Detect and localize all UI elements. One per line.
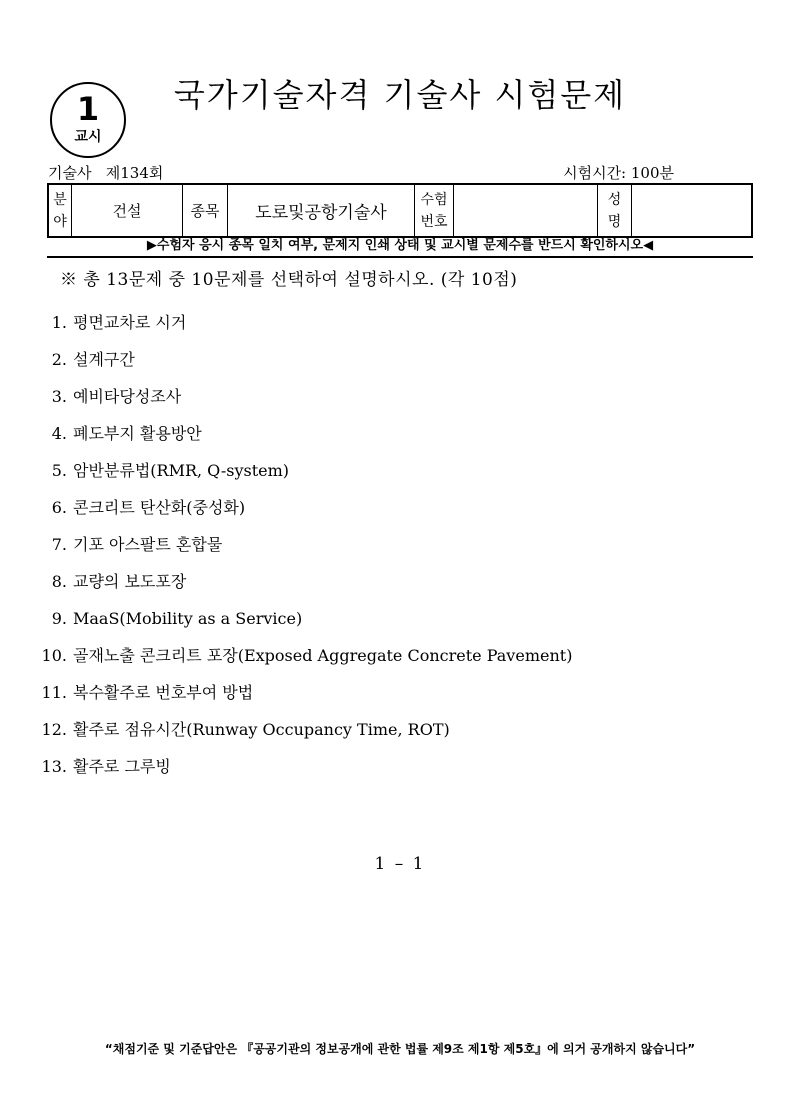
field-label-top: 분: [53, 191, 67, 208]
question-item: [40, 569, 572, 606]
question-list: [40, 310, 572, 791]
field-label-cell: [48, 184, 72, 237]
session-number: 1: [76, 90, 100, 128]
exam-meta-table: [47, 183, 753, 238]
question-number: 3.: [51, 387, 67, 406]
question-item: [40, 347, 572, 384]
question-text: 설계구간: [73, 350, 135, 369]
question-text: 기포 아스팔트 혼합물: [73, 535, 223, 554]
question-number: 9.: [51, 609, 67, 628]
question-text: 평면교차로 시거: [73, 313, 187, 332]
question-number: 13.: [41, 757, 67, 776]
question-text: 콘크리트 탄산화(중성화): [73, 498, 246, 517]
field-label-bottom: 야: [53, 213, 67, 230]
notice-banner: ▶수험자 응시 종목 일치 여부, 문제지 인쇄 상태 및 교시별 문제수를 반드시 확인하시오◀: [47, 236, 753, 258]
name-label-bottom: 명: [607, 213, 622, 230]
type-label: 종목: [183, 184, 228, 237]
question-number: 8.: [51, 572, 67, 591]
question-text: 폐도부지 활용방안: [73, 424, 202, 443]
exam-round: 기술사 제134회: [48, 164, 164, 182]
question-item: [40, 532, 572, 569]
exam-number-label-bottom: 번호: [420, 213, 448, 230]
type-value: 도로및공항기술사: [228, 184, 415, 237]
question-number: 1.: [51, 313, 67, 332]
question-number: 7.: [51, 535, 67, 554]
question-number: 12.: [41, 720, 67, 739]
exam-time: 시험시간: 100분: [563, 164, 674, 182]
instruction-text: ※ 총 13문제 중 10문제를 선택하여 설명하시오. (각 10점): [60, 270, 518, 290]
question-item: [40, 495, 572, 532]
name-field[interactable]: [632, 184, 753, 237]
question-text: 골재노출 콘크리트 포장(Exposed Aggregate Concrete Pavement): [73, 646, 573, 665]
exam-info-row: [48, 163, 674, 183]
question-text: MaaS(Mobility as a Service): [73, 609, 303, 628]
question-item: [40, 643, 572, 680]
question-number: 10.: [41, 646, 67, 665]
question-text: 암반분류법(RMR, Q-system): [73, 461, 290, 480]
question-text: 예비타당성조사: [73, 387, 182, 406]
question-number: 6.: [51, 498, 67, 517]
question-number: 11.: [41, 683, 67, 702]
exam-number-field[interactable]: [454, 184, 598, 237]
question-item: [40, 717, 572, 754]
question-item: [40, 458, 572, 495]
exam-number-label-cell: [415, 184, 454, 237]
footer-disclaimer: “채점기준 및 기준답안은 『공공기관의 정보공개에 관한 법률 제9조 제1항 제5호』에 의거 공개하지 않습니다”: [104, 1042, 696, 1056]
session-badge: [50, 82, 126, 158]
question-item: [40, 310, 572, 347]
question-text: 교량의 보도포장: [73, 572, 187, 591]
page-title: 국가기술자격 기술사 시험문제: [173, 76, 627, 114]
question-text: 활주로 점유시간(Runway Occupancy Time, ROT): [73, 720, 450, 739]
page-number: 1 – 1: [374, 854, 426, 874]
question-number: 4.: [51, 424, 67, 443]
session-label: 교시: [74, 129, 102, 145]
field-value: 건설: [72, 184, 183, 237]
question-item: [40, 384, 572, 421]
question-number: 2.: [51, 350, 67, 369]
question-text: 복수활주로 번호부여 방법: [73, 683, 254, 702]
question-item: [40, 680, 572, 717]
question-item: [40, 754, 572, 791]
question-item: [40, 421, 572, 458]
exam-number-label-top: 수험: [420, 191, 448, 208]
name-label-cell: [598, 184, 632, 237]
name-label-top: 성: [607, 191, 622, 208]
question-number: 5.: [51, 461, 67, 480]
question-text: 활주로 그루빙: [73, 757, 171, 776]
question-item: [40, 606, 572, 643]
